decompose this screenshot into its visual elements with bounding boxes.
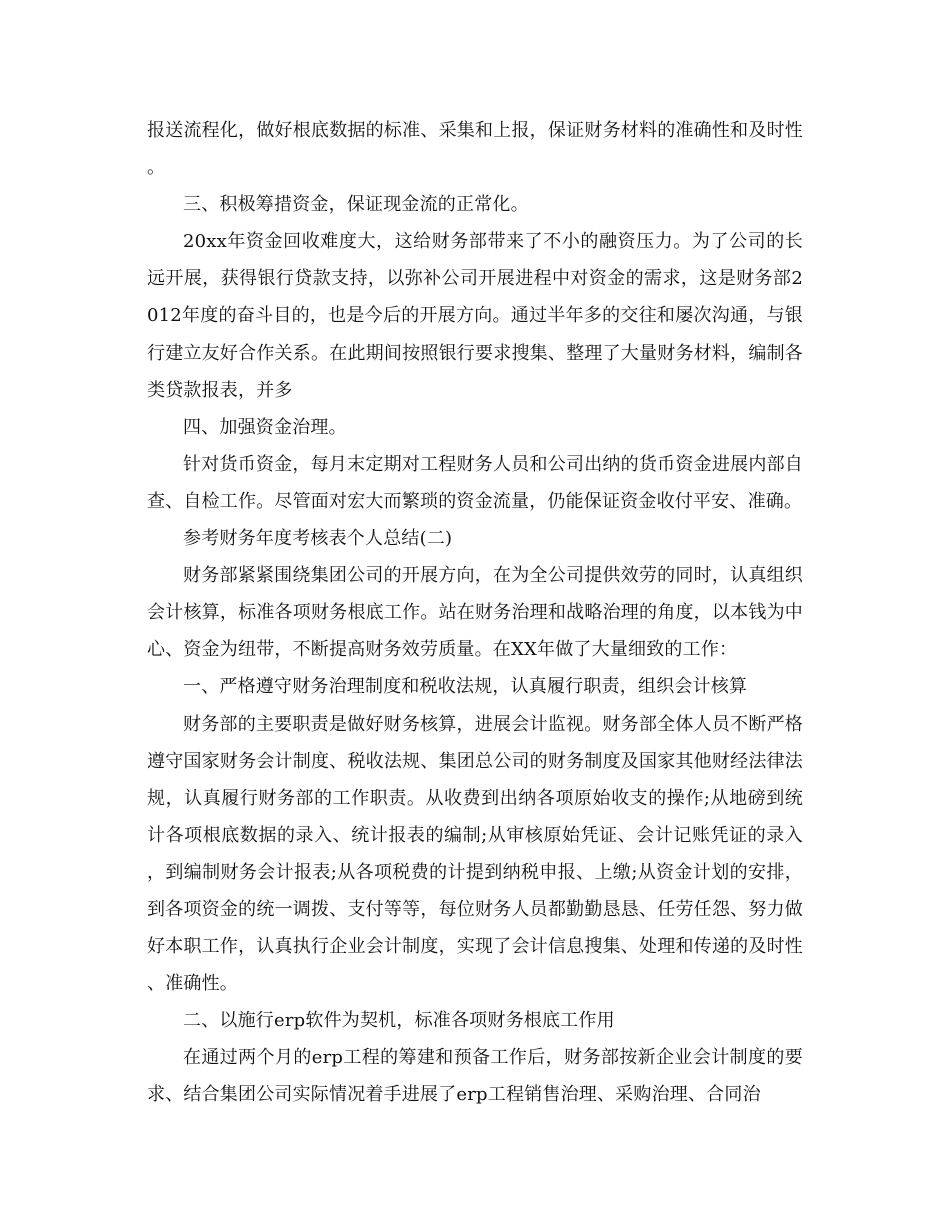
section-heading-2: 二、以施行erp软件为契机，标准各项财务根底工作用	[183, 1010, 615, 1032]
section-heading-4: 四、加强资金治理。	[183, 416, 347, 438]
paragraph-continuation: 报送流程化，做好根底数据的标准、采集和上报，保证财务材料的准确性和及时性。	[147, 120, 803, 179]
paragraph-intro: 财务部紧紧围绕集团公司的开展方向，在为全公司提供效劳的同时，认真组织会计核算，标准各项财务根底工作。站在财务治理和战略治理的角度，以本钱为中心、资金为纽带，不断提高财务效劳质量。在XX年做了大量细致的工作：	[147, 565, 803, 661]
section-heading-1: 一、严格遵守财务治理制度和税收法规，认真履行职责，组织会计核算	[183, 676, 748, 698]
paragraph-erp: 在通过两个月的erp工程的筹建和预备工作后，财务部按新企业会计制度的要求、结合集团公司实际情况着手进展了erp工程销售治理、采购治理、合同治	[147, 1047, 803, 1106]
paragraph-cash-control: 针对货币资金，每月末定期对工程财务人员和公司出纳的货币资金进展内部自查、自检工作。尽管面对宏大而繁琐的资金流量，仍能保证资金收付平安、准确。	[147, 453, 803, 512]
summary-title-2: 参考财务年度考核表个人总结(二)	[183, 528, 453, 550]
document-body	[147, 112, 803, 1114]
paragraph-duties: 财务部的主要职责是做好财务核算，进展会计监视。财务部全体人员不断严格遵守国家财务会计制度、税收法规、集团总公司的财务制度及国家其他财经法律法规，认真履行财务部的工作职责。从收费到出纳各项原始收支的操作;从地磅到统计各项根底数据的录入、统计报表的编制;从审核原始凭证、会计记账凭证的录入，到编制财务会计报表;从各项税费的计提到纳税申报、上缴;从资金计划的安排，到各项资金的统一调拨、支付等等，每位财务人员都勤勤恳恳、任劳任怨、努力做好本职工作，认真执行企业会计制度，实现了会计信息搜集、处理和传递的及时性、准确性。	[147, 713, 803, 995]
paragraph-fundraising: 20xx年资金回收难度大，这给财务部带来了不小的融资压力。为了公司的长远开展，获得银行贷款支持，以弥补公司开展进程中对资金的需求，这是财务部2012年度的奋斗目的，也是今后的开展方向。通过半年多的交往和屡次沟通，与银行建立友好合作关系。在此期间按照银行要求搜集、整理了大量财务材料，编制各类贷款报表，并多	[147, 231, 803, 401]
section-heading-3: 三、积极筹措资金，保证现金流的正常化。	[183, 194, 529, 216]
